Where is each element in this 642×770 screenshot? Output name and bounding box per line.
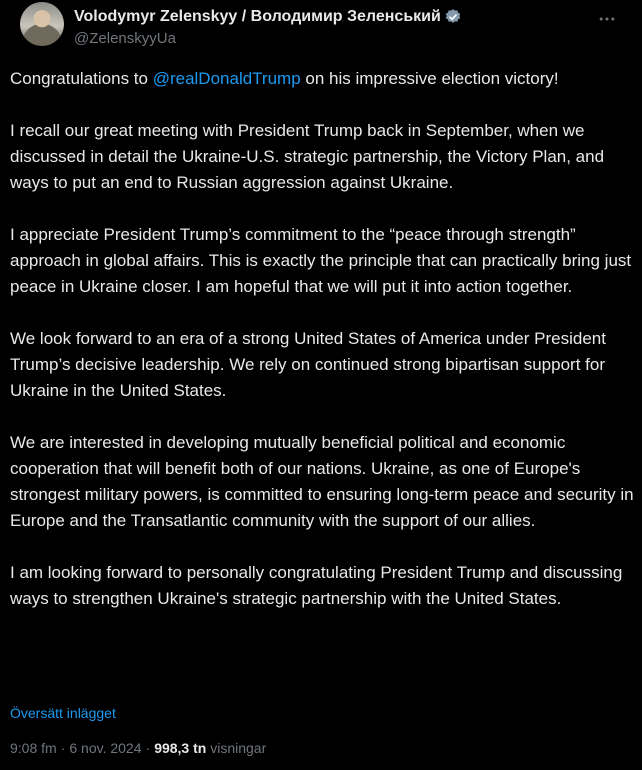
translate-post-link[interactable]: Översätt inlägget [10,705,116,721]
tweet-text [10,66,640,638]
avatar[interactable] [20,2,64,46]
views-label: visningar [210,740,267,756]
tweet-paragraph-3: I appreciate President Trump’s commitment to the “peace through strength” approach in global affairs. This is exactly the principle that can practically bring just peace in Ukraine closer. I am hopeful that we will put it into action together. [10,225,636,296]
mention-link[interactable]: @realDonaldTrump [152,69,301,88]
post-time[interactable] [10,740,142,756]
post-date: 6 nov. 2024 [69,740,142,756]
tweet-text-segment: Congratulations to [10,69,153,88]
author-display-name[interactable]: Volodymyr Zelenskyy / Володимир Зеленський [74,8,441,25]
name-row [74,7,582,27]
tweet-paragraph-5: We are interested in developing mutually beneficial political and economic cooperation that will benefit both of our nations. Ukraine, as one of Europe's strongest military powers, is committed to ensuring long-term peace and security in Europe and the Transatlantic community with the support of our allies. [10,433,639,530]
separator: · [145,740,151,756]
tweet-paragraph-6: I am looking forward to personally congratulating President Trump and discussing ways to strengthen Ukraine's strategic partnership with the United States. [10,563,628,608]
tweet-paragraph-4: We look forward to an era of a strong United States of America under President Trump’s decisive leadership. We rely on continued strong bipartisan support for Ukraine in the United States. [10,329,611,400]
tweet-text-segment: on his impressive election victory! [300,69,559,88]
tweet-meta [10,740,266,756]
verified-badge-icon[interactable] [444,8,462,26]
views-count: 998,3 tn [154,740,207,756]
more-options-icon[interactable] [596,8,618,30]
post-time-value: 9:08 fm [10,740,57,756]
separator: · [60,740,66,756]
tweet-paragraph-1 [10,66,640,92]
tweet-header [10,0,632,60]
author-handle[interactable]: @ZelenskyyUa [74,30,176,47]
author-info [74,7,582,47]
tweet-paragraph-2: I recall our great meeting with President Trump back in September, when we discussed in detail the Ukraine-U.S. strategic partnership, the Victory Plan, and ways to put an end to Russian aggression against Ukraine. [10,121,609,192]
